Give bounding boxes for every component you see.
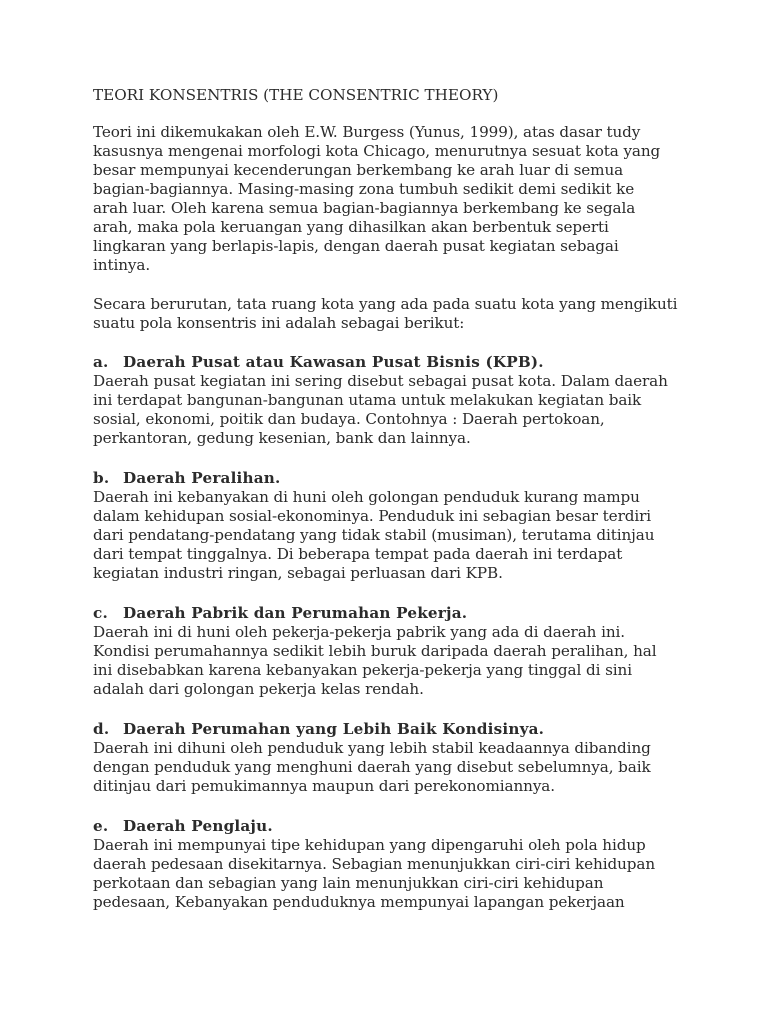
section-line: adalah dari golongan pekerja kelas rendah. [93, 680, 424, 698]
section-line: ditinjau dari pemukimannya maupun dari perekonomiannya. [93, 777, 555, 795]
section-line: Daerah ini di huni oleh pekerja-pekerja pabrik yang ada di daerah ini. [93, 623, 626, 641]
section-title: Daerah Penglaju. [123, 817, 273, 835]
intro-line: bagian-bagiannya. Masing-masing zona tumbuh sedikit demi sedikit ke [93, 180, 635, 198]
section-line: ini terdapat bangunan-bangunan utama untuk melakukan kegiatan baik [93, 391, 642, 409]
lead-line: Secara berurutan, tata ruang kota yang ada pada suatu kota yang mengikuti [93, 295, 678, 313]
section-d [93, 720, 693, 796]
intro-line: intinya. [93, 256, 151, 274]
section-title: Daerah Perumahan yang Lebih Baik Kondisinya. [123, 720, 545, 738]
document-page [93, 86, 693, 933]
intro-line: lingkaran yang berlapis-lapis, dengan daerah pusat kegiatan sebagai [93, 237, 619, 255]
section-line: Kondisi perumahannya sedikit lebih buruk daripada daerah peralihan, hal [93, 642, 657, 660]
section-line: Daerah ini mempunyai tipe kehidupan yang dipengaruhi oleh pola hidup [93, 836, 646, 854]
intro-line: Teori ini dikemukakan oleh E.W. Burgess (Yunus, 1999), atas dasar tudy [93, 123, 641, 141]
section-heading [93, 604, 693, 623]
section-line: perkantoran, gedung kesenian, bank dan lainnya. [93, 429, 471, 447]
lead-paragraph [93, 295, 693, 333]
section-letter: d. [93, 720, 110, 738]
section-line: sosial, ekonomi, poitik dan budaya. Contohnya : Daerah pertokoan, [93, 410, 605, 428]
document-title: TEORI KONSENTRIS (THE CONSENTRIC THEORY) [93, 86, 499, 104]
section-letter: a. [93, 353, 109, 371]
section-letter: c. [93, 604, 108, 622]
section-c [93, 604, 693, 699]
section-heading [93, 469, 693, 488]
section-line: dari tempat tinggalnya. Di beberapa tempat pada daerah ini terdapat [93, 545, 623, 563]
section-line: perkotaan dan sebagian yang lain menunjukkan ciri-ciri kehidupan [93, 874, 604, 892]
section-line: ini disebabkan karena kebanyakan pekerja-pekerja yang tinggal di sini [93, 661, 632, 679]
section-line: Daerah ini dihuni oleh penduduk yang lebih stabil keadaannya dibanding [93, 739, 651, 757]
section-heading [93, 817, 693, 836]
section-letter: e. [93, 817, 109, 835]
section-letter: b. [93, 469, 110, 487]
section-a [93, 353, 693, 448]
section-line: dalam kehidupan sosial-ekonominya. Penduduk ini sebagian besar terdiri [93, 507, 652, 525]
intro-line: arah luar. Oleh karena semua bagian-bagiannya berkembang ke segala [93, 199, 636, 217]
section-line: Daerah ini kebanyakan di huni oleh golongan penduduk kurang mampu [93, 488, 640, 506]
section-line: daerah pedesaan disekitarnya. Sebagian menunjukkan ciri-ciri kehidupan [93, 855, 656, 873]
intro-paragraph [93, 123, 693, 275]
section-line: pedesaan, Kebanyakan penduduknya mempunyai lapangan pekerjaan [93, 893, 625, 911]
section-title: Daerah Pusat atau Kawasan Pusat Bisnis (KPB). [123, 353, 544, 371]
section-line: kegiatan industri ringan, sebagai perluasan dari KPB. [93, 564, 503, 582]
intro-line: besar mempunyai kecenderungan berkembang ke arah luar di semua [93, 161, 624, 179]
section-heading [93, 353, 693, 372]
intro-line: kasusnya mengenai morfologi kota Chicago, menurutnya sesuat kota yang [93, 142, 661, 160]
section-e [93, 817, 693, 912]
section-title: Daerah Peralihan. [123, 469, 281, 487]
lead-line: suatu pola konsentris ini adalah sebagai berikut: [93, 314, 465, 332]
section-title: Daerah Pabrik dan Perumahan Pekerja. [123, 604, 468, 622]
section-line: Daerah pusat kegiatan ini sering disebut sebagai pusat kota. Dalam daerah [93, 372, 668, 390]
section-heading [93, 720, 693, 739]
section-b [93, 469, 693, 583]
section-line: dari pendatang-pendatang yang tidak stabil (musiman), terutama ditinjau [93, 526, 655, 544]
intro-line: arah, maka pola keruangan yang dihasilkan akan berbentuk seperti [93, 218, 609, 236]
section-line: dengan penduduk yang menghuni daerah yang disebut sebelumnya, baik [93, 758, 651, 776]
